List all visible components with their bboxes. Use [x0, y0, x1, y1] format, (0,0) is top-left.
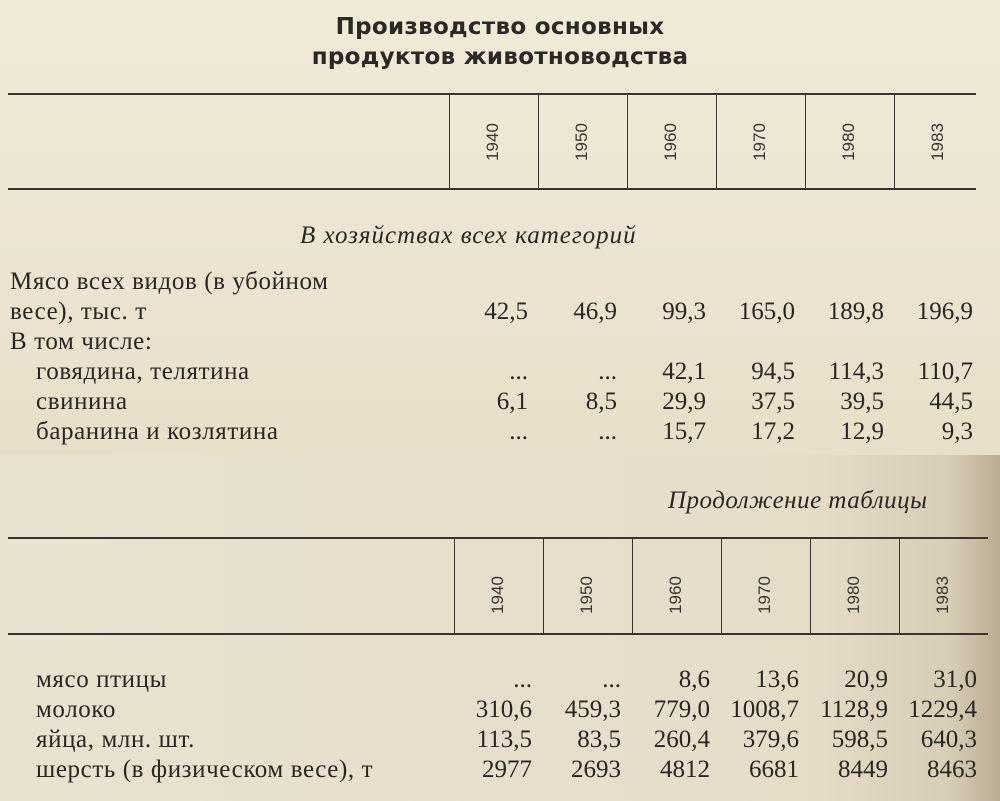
year-header-1970: 1970: [755, 576, 775, 614]
column-divider: [899, 538, 900, 633]
year-header-1950: 1950: [572, 123, 592, 161]
year-header-1970: 1970: [750, 123, 770, 161]
cell: 94,5: [751, 358, 795, 385]
cell: 113,5: [476, 726, 532, 753]
row-label: говядина, телятина: [36, 358, 250, 385]
cell: 310,6: [475, 696, 532, 723]
cell: 598,5: [831, 726, 888, 753]
cell: 31,0: [933, 666, 977, 693]
cell: 42,1: [662, 358, 706, 385]
cell: 6,1: [496, 388, 528, 415]
row-label: шерсть (в физическом весе), т: [36, 756, 374, 783]
cell: 99,3: [662, 298, 706, 325]
cell: 46,9: [573, 298, 617, 325]
header-rule-top: [8, 537, 988, 539]
cell: 15,7: [662, 418, 706, 445]
cell: 8463: [927, 756, 977, 783]
cell: 20,9: [844, 666, 888, 693]
table-title-line2: продуктов животноводства: [311, 44, 689, 70]
section-header: В хозяйствах всех категорий: [300, 222, 637, 249]
row-label: мясо птицы: [36, 666, 168, 693]
cell: ...: [598, 358, 617, 385]
year-header-1983: 1983: [928, 123, 948, 161]
cell: 8,6: [678, 666, 710, 693]
cell: 6681: [749, 756, 799, 783]
cell: 110,7: [917, 358, 973, 385]
cell: 39,5: [840, 388, 884, 415]
header-rule-top: [8, 93, 976, 95]
continuation-label: Продолжение таблицы: [668, 487, 928, 514]
column-divider: [894, 94, 895, 188]
row-label-meat-all-line2: весе), тыс. т: [10, 298, 147, 325]
cell: 196,9: [916, 298, 973, 325]
year-header-1940: 1940: [488, 576, 508, 614]
cell: 2977: [482, 756, 532, 783]
cell: 1128,9: [820, 696, 888, 723]
cell: 17,2: [751, 418, 795, 445]
cell: 165,0: [738, 298, 795, 325]
year-header-1950: 1950: [577, 576, 597, 614]
year-header-1960: 1960: [666, 576, 686, 614]
cell: 8449: [838, 756, 888, 783]
cell: 379,6: [742, 726, 799, 753]
cell: 13,6: [755, 666, 799, 693]
cell: 260,4: [653, 726, 710, 753]
table-title-line1: Производство основных: [335, 14, 665, 40]
cell: 12,9: [840, 418, 884, 445]
cell: 779,0: [653, 696, 710, 723]
cell: 37,5: [751, 388, 795, 415]
row-label: баранина и козлятина: [36, 418, 279, 445]
year-header-1940: 1940: [483, 123, 503, 161]
year-header-1980: 1980: [839, 123, 859, 161]
cell: 1008,7: [730, 696, 799, 723]
cell: 4812: [660, 756, 710, 783]
column-divider: [721, 538, 722, 633]
column-divider: [538, 94, 539, 188]
column-divider: [716, 94, 717, 188]
row-label: молоко: [36, 696, 116, 723]
column-divider: [805, 94, 806, 188]
cell: 83,5: [577, 726, 621, 753]
cell: ...: [513, 666, 532, 693]
including-label: В том числе:: [10, 328, 153, 355]
cell: 9,3: [941, 418, 973, 445]
year-header-1983: 1983: [933, 576, 953, 614]
cell: ...: [509, 418, 528, 445]
cell: 640,3: [920, 726, 977, 753]
cell: ...: [598, 418, 617, 445]
column-divider: [627, 94, 628, 188]
cell: ...: [602, 666, 621, 693]
column-divider: [810, 538, 811, 633]
column-divider: [449, 94, 450, 188]
cell: 114,3: [828, 358, 884, 385]
column-divider: [454, 538, 455, 633]
cell: 1229,4: [908, 696, 977, 723]
column-divider: [543, 538, 544, 633]
cell: 29,9: [662, 388, 706, 415]
cell: 8,5: [585, 388, 617, 415]
cell: 459,3: [564, 696, 621, 723]
row-label: яйца, млн. шт.: [36, 726, 195, 753]
cell: 189,8: [827, 298, 884, 325]
column-divider: [632, 538, 633, 633]
header-rule-bottom: [8, 633, 988, 635]
cell: ...: [509, 358, 528, 385]
cell: 44,5: [929, 388, 973, 415]
cell: 2693: [571, 756, 621, 783]
year-header-1960: 1960: [661, 123, 681, 161]
row-label-meat-all-line1: Мясо всех видов (в убойном: [10, 268, 329, 295]
header-rule-bottom: [8, 188, 976, 190]
row-label: свинина: [36, 388, 128, 415]
cell: 42,5: [484, 298, 528, 325]
year-header-1980: 1980: [844, 576, 864, 614]
